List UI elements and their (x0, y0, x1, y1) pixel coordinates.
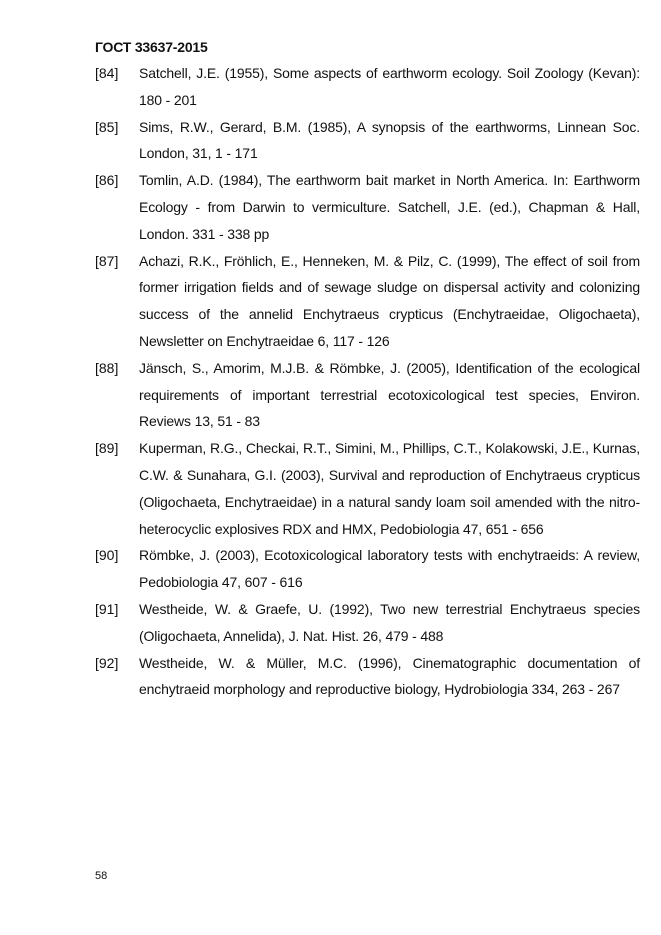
reference-list (95, 60, 640, 703)
reference-item (95, 596, 640, 650)
reference-item (95, 435, 640, 542)
reference-text: Kuperman, R.G., Checkai, R.T., Simini, M., Phillips, C.T., Kolakowski, J.E., Kurnas, C.W. & Sunahara, G.I. (2003), Survival and reproduction of Enchytraeus crypticus (Oligochaeta, Enchytraeidae) in a natural sandy loam soil amended with the nitro-heterocyclic explosives RDX and HMX, Pedobiologia 47, 651 - 656 (139, 440, 640, 537)
reference-number: [89] (95, 440, 119, 457)
reference-number: [88] (95, 359, 119, 376)
reference-number: [84] (95, 65, 119, 81)
reference-item (95, 167, 640, 247)
reference-item (95, 542, 640, 596)
reference-number: [85] (95, 118, 119, 135)
reference-item (95, 60, 640, 114)
reference-item (95, 650, 640, 704)
reference-number: [92] (95, 654, 119, 671)
reference-number: [87] (95, 252, 119, 269)
document-header: ГОСТ 33637-2015 (95, 39, 208, 55)
reference-text: Westheide, W. & Graefe, U. (1992), Two new terrestrial Enchytraeus species (Oligochaeta, Annelida), J. Nat. Hist. 26, 479 - 488 (139, 600, 640, 644)
reference-text: Tomlin, A.D. (1984), The earthworm bait market in North America. In: Earthworm Ecology - from Darwin to vermiculture. Satchell, J.E. (ed.), Chapman & Hall, London. 331 - 338 pp (139, 172, 640, 242)
page-number: 58 (95, 870, 108, 882)
reference-text: Satchell, J.E. (1955), Some aspects of earthworm ecology. Soil Zoology (Kevan): 180 - 201 (139, 65, 640, 108)
reference-text: Westheide, W. & Müller, M.C. (1996), Cinematographic documentation of enchytraeid morphology and reproductive biology, Hydrobiologia 334, 263 - 267 (139, 654, 640, 698)
reference-item (95, 248, 640, 355)
reference-number: [86] (95, 172, 119, 189)
reference-text: Jänsch, S., Amorim, M.J.B. & Römbke, J. (2005), Identification of the ecological requirements of important terrestrial ecotoxicological test species, Environ. Reviews 13, 51 - 83 (139, 359, 640, 430)
reference-text: Sims, R.W., Gerard, B.M. (1985), A synopsis of the earthworms, Linnean Soc. London, 31, 1 - 171 (139, 118, 640, 162)
reference-item (95, 114, 640, 168)
reference-text: Achazi, R.K., Fröhlich, E., Henneken, M. & Pilz, C. (1999), The effect of soil from former irrigation fields and of sewage sludge on dispersal activity and colonizing success of the annelid Enchytraeus crypticus (Enchytraeidae, Oligochaeta), Newsletter on Enchytraeidae 6, 117 - 126 (139, 252, 640, 349)
reference-text: Römbke, J. (2003), Ecotoxicological laboratory tests with enchytraeids: A review, Pedobiologia 47, 607 - 616 (139, 547, 640, 591)
reference-number: [90] (95, 547, 119, 564)
reference-item (95, 355, 640, 435)
reference-number: [91] (95, 600, 119, 617)
